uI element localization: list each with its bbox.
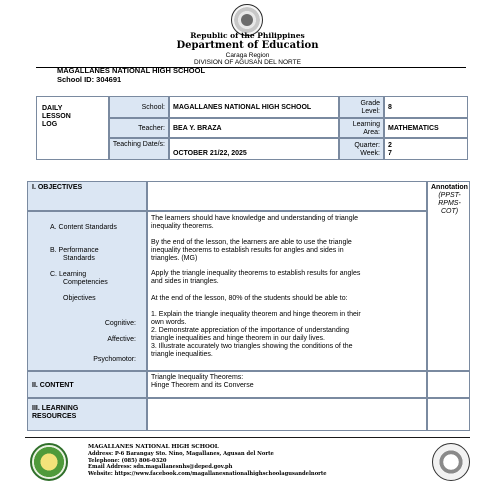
quarter-week-value: [384, 138, 468, 160]
footer-address: Address: P-6 Barangay Sto. Nino, Magallanes, Agusan del Norte: [88, 451, 274, 457]
psychomotor-label: Psychomotor:: [93, 356, 136, 363]
region-heading: Caraga Region: [225, 52, 270, 59]
footer-divider: [25, 437, 470, 438]
school-label: School:: [109, 96, 169, 118]
resources-heading-cell: [27, 398, 147, 431]
dll-title-line-2: LESSON: [42, 113, 71, 120]
performance-standards-label-2: Standards: [63, 255, 95, 262]
footer-email: Email Address: sdn.magallanesnhs@deped.gov.ph: [88, 464, 233, 470]
school-name: MAGALLANES NATIONAL HIGH SCHOOL: [57, 66, 206, 75]
affective-label: Affective:: [107, 336, 136, 343]
school-value: MAGALLANES NATIONAL HIGH SCHOOL: [169, 96, 339, 118]
objectives-label: Objectives: [63, 295, 96, 302]
deped-footer-logo: [432, 443, 470, 481]
cognitive-label: Cognitive:: [104, 320, 136, 327]
objectives-heading-cell: [27, 181, 147, 211]
objectives-intro: At the end of the lesson, 80% of the students should be able to:: [151, 295, 348, 302]
resources-heading-2: RESOURCES: [32, 413, 77, 420]
annotation-cell: Annotation (PPST- RPMS- COT): [427, 181, 470, 371]
teacher-label: Teacher:: [109, 118, 169, 138]
footer-telephone: Telephone: (085) 806-0320: [88, 457, 167, 464]
teaching-dates-value: OCTOBER 21/22, 2025: [169, 138, 339, 160]
learning-area-value: MATHEMATICS: [384, 118, 468, 138]
grade-label: Grade Level:: [339, 96, 384, 118]
content-heading: II. CONTENT: [32, 382, 74, 389]
grade-value: 8: [384, 96, 468, 118]
performance-standards-label-1: B. Performance: [50, 247, 99, 254]
content-value-cell: Triangle Inequality Theorems: Hinge Theorem and its Converse: [147, 371, 427, 398]
republic-heading: Republic of the Philippines: [190, 31, 305, 40]
objectives-heading-blank: [147, 181, 427, 211]
footer-website: Website: https://www.facebook.com/magallanesnationalhighschoolagusandelnorte: [88, 470, 327, 477]
objectives-heading: I. OBJECTIVES: [32, 184, 83, 191]
content-heading-cell: [27, 371, 147, 398]
quarter-value: 2: [388, 142, 392, 149]
resources-annotation-cell: [427, 398, 470, 431]
week-value: 7: [388, 150, 392, 157]
content-annotation-cell: [427, 371, 470, 398]
learning-competencies-label-2: Competencies: [63, 279, 108, 286]
resources-value-cell: [147, 398, 427, 431]
learning-competencies-label-1: C. Learning: [50, 271, 87, 278]
resources-heading-1: III. LEARNING: [32, 405, 79, 412]
school-logo: [30, 443, 68, 481]
dll-title-line-3: LOG: [42, 121, 58, 128]
content-standards-label: A. Content Standards: [50, 224, 117, 231]
objectives-content-cell: The learners should have knowledge and understanding of triangle inequality theorems. By the end of the lesson, the learners are able to use the triangle inequality theorems to establish results for angles and sides in triangles. (MG) Apply the triangle inequality theorems to establish results for angles and sides in triangles. At the end of the lesson, 80% of the students should be able to: 1. Explain the triangle inequality theorem and hinge theorem in their own words. 2. Demonstrate appreciation of the importance of understanding triangle inequalities and hinge theorem in our daily lives. 3. Illustrate accurately two triangles showing the conditions of the triangle inequalities.: [147, 211, 427, 371]
department-heading: Department of Education: [176, 40, 319, 51]
annotation-title: Annotation: [431, 184, 468, 191]
teaching-dates-label: Teaching Date/s:: [109, 138, 169, 160]
objectives-labels-cell: [27, 211, 147, 371]
learning-area-label: Learning Area:: [339, 118, 384, 138]
dll-title-cell: [36, 96, 109, 160]
school-id: School ID: 304691: [57, 75, 122, 84]
footer-school: MAGALLANES NATIONAL HIGH SCHOOL: [88, 444, 219, 450]
dll-title-line-1: DAILY: [42, 105, 63, 112]
quarter-week-label: Quarter: Week:: [339, 138, 384, 160]
division-heading: DIVISION OF AGUSAN DEL NORTE: [194, 59, 301, 66]
teacher-value: BEA Y. BRAZA: [169, 118, 339, 138]
